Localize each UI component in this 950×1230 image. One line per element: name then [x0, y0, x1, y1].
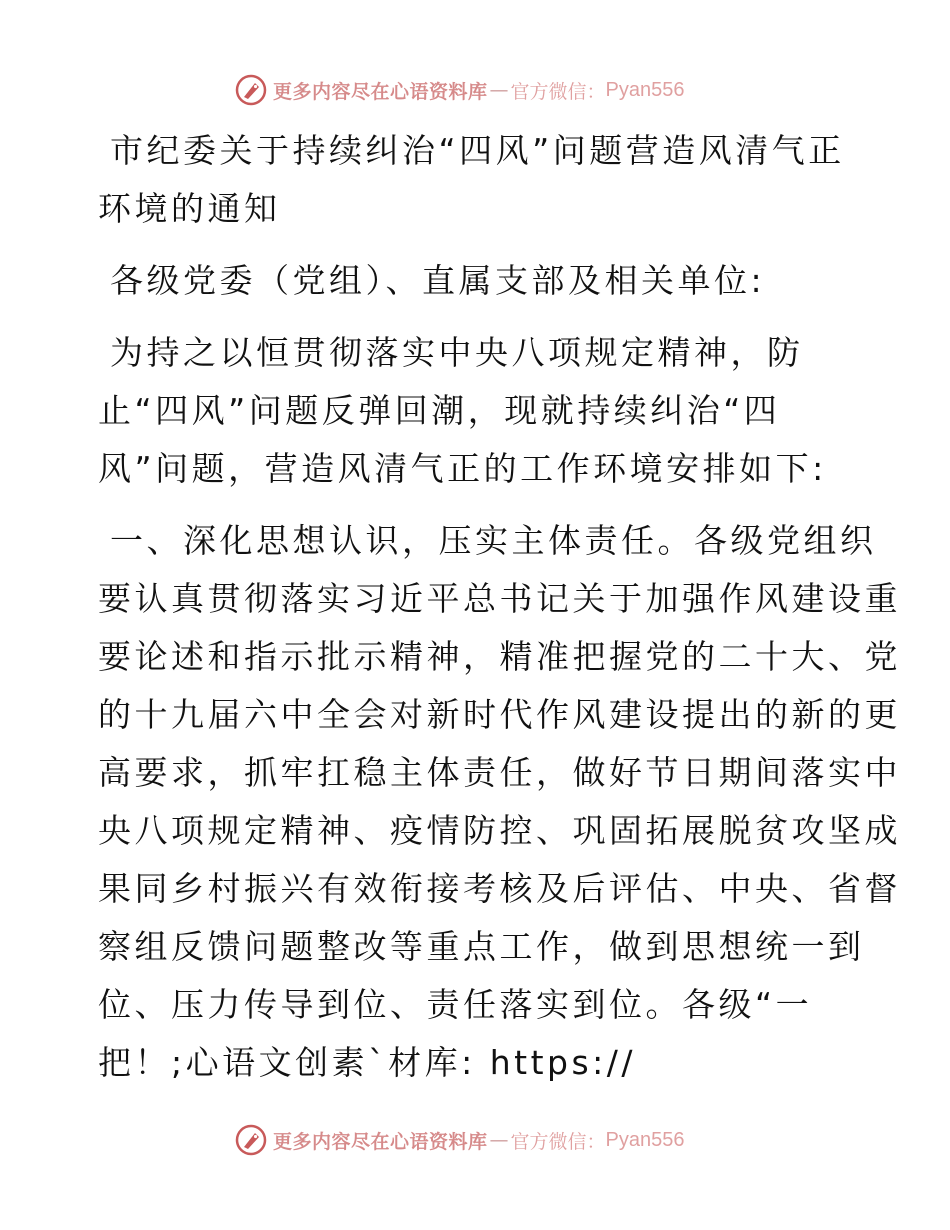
- section-line: 高要求，抓牢扛稳主体责任，做好节日期间落实中: [98, 753, 901, 792]
- intro-line: 为持之以恒贯彻落实中央八项规定精神，防: [110, 333, 804, 372]
- section-line: 察组反馈问题整改等重点工作，做到思想统一到: [98, 927, 865, 966]
- header-watermark: [235, 72, 685, 108]
- section-line: 把！;心语文创素`材库: https://: [98, 1043, 637, 1082]
- document-body: [98, 122, 901, 1092]
- watermark-wechat-id: Pyan556: [605, 78, 685, 101]
- document-title-line: 市纪委关于持续纠治“四风”问题营造风清气正: [110, 131, 845, 170]
- document-title-line: 环境的通知: [98, 189, 281, 228]
- watermark-wechat-id: Pyan556: [605, 1128, 685, 1151]
- section-line: 位、压力传导到位、责任落实到位。各级“一: [98, 985, 813, 1024]
- watermark-brand: 更多内容尽在心语资料库: [273, 1130, 488, 1153]
- section-line: 要论述和指示批示精神，精准把握党的二十大、党: [98, 637, 901, 676]
- section-line: 一、深化思想认识，压实主体责任。各级党组织: [110, 521, 877, 560]
- pen-nib-logo-icon: [235, 74, 267, 106]
- section-line: 央八项规定精神、疫情防控、巩固拓展脱贫攻坚成: [98, 811, 901, 850]
- watermark-brand: 更多内容尽在心语资料库: [273, 80, 488, 103]
- watermark-wechat-label: 官方微信：: [510, 1130, 606, 1153]
- pen-nib-logo-icon: [235, 1124, 267, 1156]
- watermark-wechat-label: 官方微信：: [510, 80, 606, 103]
- salutation: 各级党委（党组）、直属支部及相关单位:: [110, 261, 766, 300]
- footer-watermark: [235, 1122, 685, 1158]
- intro-line: 风”问题，营造风清气正的工作环境安排如下:: [98, 449, 827, 488]
- intro-line: 止“四风”问题反弹回潮，现就持续纠治“四: [98, 391, 781, 430]
- watermark-separator: —: [489, 79, 509, 101]
- section-line: 果同乡村振兴有效衔接考核及后评估、中央、省督: [98, 869, 901, 908]
- section-line: 要认真贯彻落实习近平总书记关于加强作风建设重: [98, 579, 901, 618]
- section-line: 的十九届六中全会对新时代作风建设提出的新的更: [98, 695, 901, 734]
- watermark-separator: —: [489, 1129, 509, 1151]
